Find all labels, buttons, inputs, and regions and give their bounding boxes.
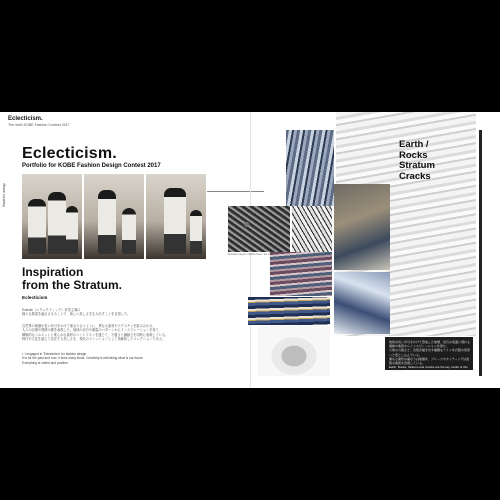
marble-texture — [334, 272, 390, 334]
header-subtitle: The sixth KOBE Fashion Contest 2017 — [8, 123, 70, 127]
earth-line-2: Rocks — [399, 149, 428, 161]
vertical-bar — [479, 130, 482, 376]
en-line1: I. I engaged in 'Eclecticism' for fashion design. — [22, 352, 88, 356]
portfolio-line: Portfolio for KOBE Fashion Design Contest 2017 — [22, 163, 161, 169]
stratum-texture-3 — [248, 297, 330, 325]
divider-line — [207, 191, 264, 192]
runway-photo-3 — [146, 174, 206, 259]
inspiration-heading — [22, 266, 122, 291]
runway-photo-1 — [22, 174, 82, 259]
crack-texture-2 — [292, 206, 332, 252]
jp-para2-line4: 時代や文化を超えて存在する美しさを、現代のファッションとして再解釈したコレクションである。 — [22, 337, 166, 342]
inspiration-line-1: Inspiration — [22, 265, 84, 279]
jp-para1-line1: Eclectic（エクレクティック）折衷主義の — [22, 308, 81, 312]
caption-text — [389, 340, 471, 374]
caption-line2: 大地の力強さと、自然が描き出す繊細なラインを衣服の造形へと落とし込んでいる。 — [389, 348, 470, 357]
inspiration-line-2: from the Stratum. — [22, 277, 123, 292]
en-paragraph — [22, 352, 200, 365]
jp-paragraph-2 — [22, 324, 200, 342]
magazine-spread — [0, 112, 500, 388]
canyon-texture — [334, 184, 390, 270]
stratum-texture-2 — [270, 252, 332, 296]
stratum-texture-1 — [286, 130, 334, 206]
sub-heading: Eclecticism — [22, 295, 48, 300]
runway-photo-2 — [84, 174, 144, 259]
earth-heading — [399, 140, 435, 182]
en-line2: It is for the past and now. It links many kinds. Creativity is rethinking what is our future. — [22, 356, 144, 361]
earth-line-1: Earth / — [399, 139, 429, 150]
header-title: Eclecticism. — [8, 116, 43, 122]
en-line3: Everything is united and positive. — [22, 360, 69, 365]
caption-line1: 地球が長い年月をかけて形成した地層、岩石の表面に現れる模様や亀裂からインスピレーションを得た。 — [389, 340, 471, 349]
jp-para1-line2: 様々な要素を融合させることで、新しい美しさを生み出すことを目指した。 — [22, 312, 131, 317]
caption-line3: 異なる素材の重なりは地層を、プリーツやカッティングは岩肌の亀裂を表現している。 — [389, 356, 470, 366]
caption-line4: Earth, Rocks, Stratum and Cracks are the key motifs of this collection. — [389, 365, 468, 374]
page-title: Eclecticism. — [22, 145, 117, 162]
jp-paragraph-1 — [22, 308, 200, 317]
sculpture-photo — [258, 326, 330, 376]
crack-texture-1 — [228, 206, 290, 252]
earth-line-3: Stratum — [399, 160, 435, 171]
jp-para2-line2: 人々の記憶や感情の層を表現した。地球の岩石や亀裂のパターンからインスピレーションを得て、 — [22, 328, 162, 333]
texture-caption: Antelope Canyon / Marble Cave / Ice crack — [228, 253, 274, 256]
jp-para2-line1: 自然界の地層が長い年月をかけて重なり合うように、異なる素材やテクスチャを組み合わせ、 — [22, 324, 156, 328]
earth-line-4: Cracks — [399, 170, 431, 182]
side-tag: Made for amagi — [2, 183, 6, 207]
jp-para2-line3: 構築的なシルエットと柔らかな素材のコントラストを通じて、力強さと繊細さを同時に表現している。 — [22, 332, 169, 337]
